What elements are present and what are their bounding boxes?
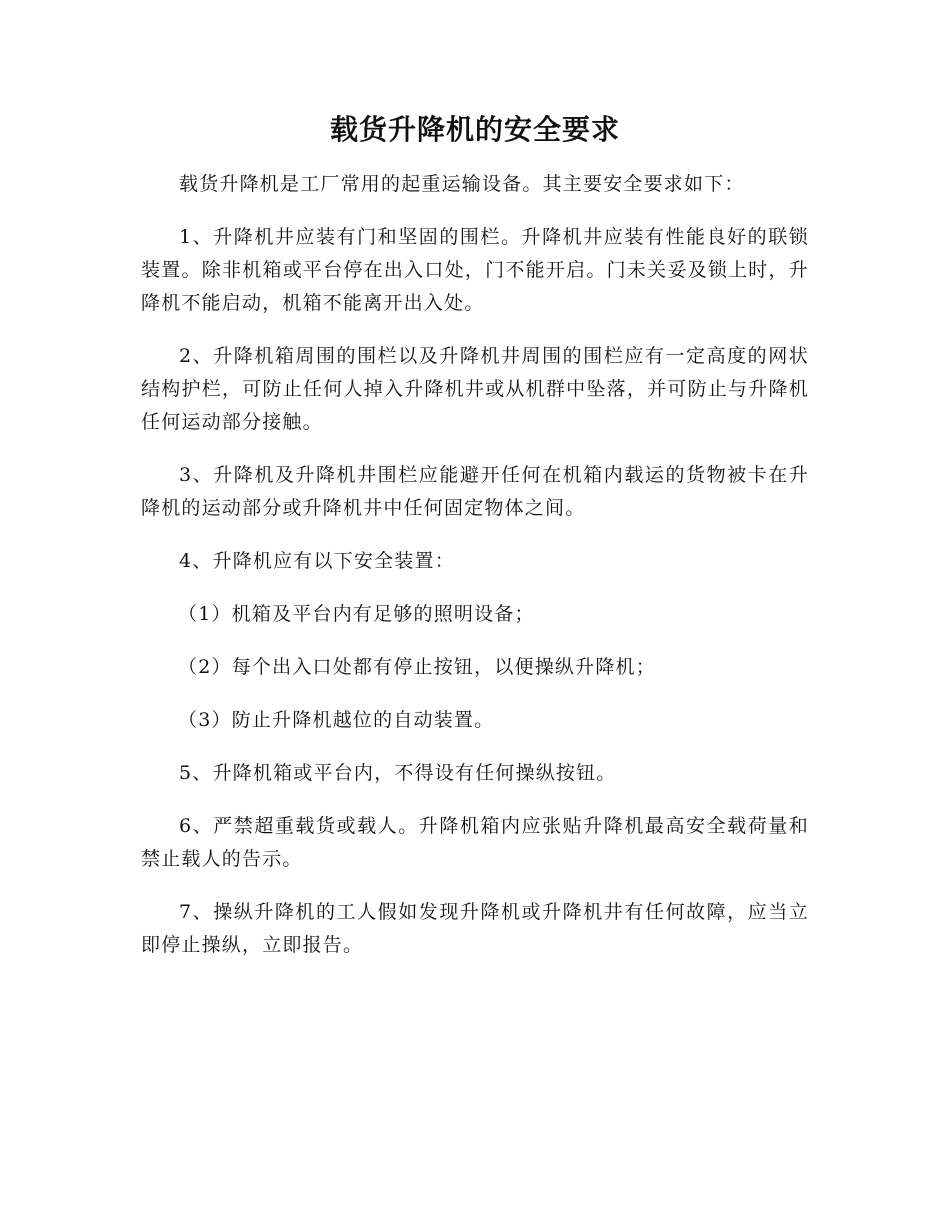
requirement-4-paragraph: 4、升降机应有以下安全装置： [179,550,455,572]
requirement-3-paragraph: 3、升降机及升降机井围栏应能避开任何在机箱内载运的货物被卡在升降机的运动部分或升降机井中任何固定物体之间。 [141,464,809,519]
document-title: 载货升降机的安全要求 [329,113,620,146]
requirement-7-paragraph: 7、操纵升降机的工人假如发现升降机或升降机井有任何故障，应当立即停止操纵，立即报告。 [141,901,809,956]
safety-device-3-paragraph: （3）防止升降机越位的自动装置。 [178,709,495,731]
requirement-2-paragraph: 2、升降机箱周围的围栏以及升降机井周围的围栏应有一定高度的网状结构护栏，可防止任何人掉入升降机井或从机群中坠落，并可防止与升降机任何运动部分接触。 [141,345,809,433]
requirement-5-paragraph: 5、升降机箱或平台内，不得设有任何操纵按钮。 [179,762,617,784]
document-body [141,168,809,982]
requirement-1-paragraph: 1、升降机井应装有门和坚固的围栏。升降机井应装有性能良好的联锁装置。除非机箱或平台停在出入口处，门不能开启。门未关妥及锁上时，升降机不能启动，机箱不能离开出入处。 [141,226,809,314]
intro-paragraph: 载货升降机是工厂常用的起重运输设备。其主要安全要求如下： [179,173,745,195]
requirement-6-paragraph: 6、严禁超重载货或载人。升降机箱内应张贴升降机最高安全载荷量和禁止载人的告示。 [141,815,809,870]
safety-device-2-paragraph: （2）每个出入口处都有停止按钮，以便操纵升降机； [178,656,656,678]
safety-device-1-paragraph: （1）机箱及平台内有足够的照明设备； [178,603,535,625]
